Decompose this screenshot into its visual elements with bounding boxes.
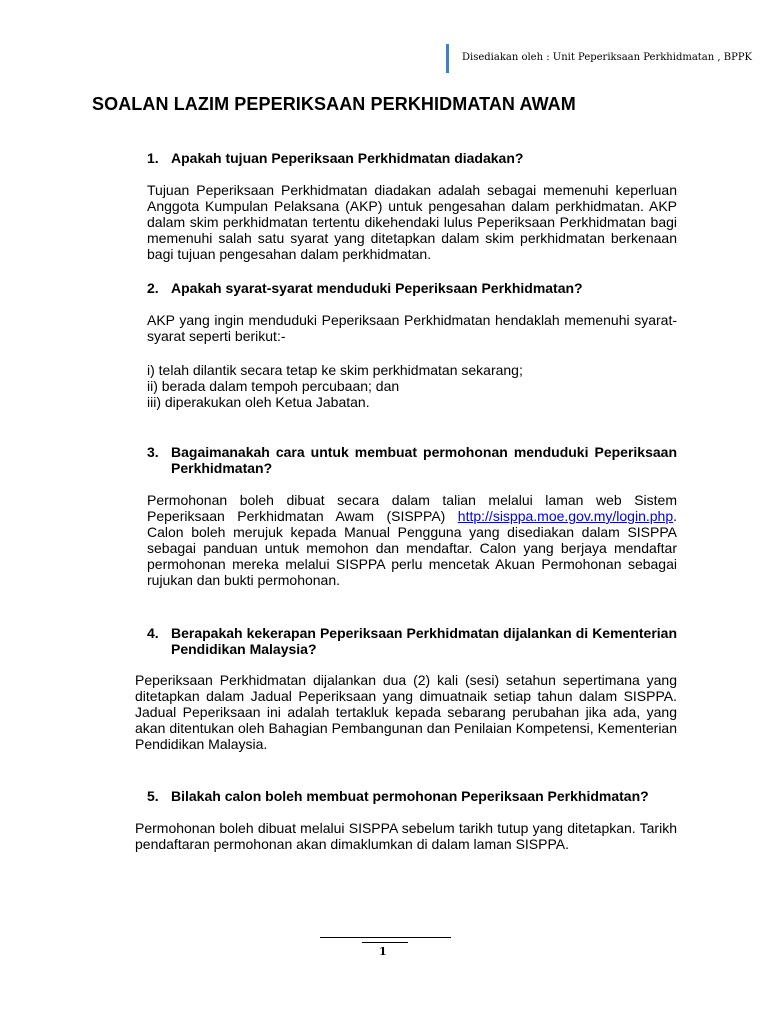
footer-divider-short xyxy=(362,942,408,943)
question-number: 1. xyxy=(147,150,159,166)
question-4 xyxy=(147,625,677,657)
header-prepared-by: Disediakan oleh : Unit Peperiksaan Perkhidmatan , BPPK xyxy=(462,52,753,63)
question-text: Bilakah calon boleh membuat permohonan Peperiksaan Perkhidmatan? xyxy=(171,788,649,804)
answer-2: AKP yang ingin menduduki Peperiksaan Perkhidmatan hendaklah memenuhi syarat-syarat seperti berikut:- xyxy=(147,312,677,344)
question-1 xyxy=(147,150,677,166)
answer-3 xyxy=(147,492,677,588)
sisppa-login-link[interactable]: http://sisppa.moe.gov.my/login.php xyxy=(457,508,674,524)
page-number: 1 xyxy=(379,945,387,958)
question-text: Bagaimanakah cara untuk membuat permohonan menduduki Peperiksaan Perkhidmatan? xyxy=(171,444,677,476)
question-2 xyxy=(147,280,677,296)
question-number: 3. xyxy=(147,444,159,460)
answer-text: Permohonan boleh dibuat secara dalam talian melalui laman web Sistem Peperiksaan Perkhidmatan Awam (SISPPA) xyxy=(147,492,677,524)
page-title: SOALAN LAZIM PEPERIKSAAN PERKHIDMATAN AWAM xyxy=(92,94,576,114)
question-text: Apakah syarat-syarat menduduki Peperiksaan Perkhidmatan? xyxy=(171,280,583,296)
requirements-list xyxy=(147,362,677,410)
question-3 xyxy=(147,444,677,476)
list-item: ii) berada dalam tempoh percubaan; dan xyxy=(147,378,400,394)
answer-5: Permohonan boleh dibuat melalui SISPPA sebelum tarikh tutup yang ditetapkan. Tarikh pendaftaran permohonan akan dimaklumkan di dalam laman SISPPA. xyxy=(135,820,677,852)
answer-1: Tujuan Peperiksaan Perkhidmatan diadakan adalah sebagai memenuhi keperluan Anggota Kumpulan Pelaksana (AKP) untuk pengesahan dalam perkhidmatan. AKP dalam skim perkhidmatan tertentu dikehendaki lulus Peperiksaan Perkhidmatan bagi memenuhi salah satu syarat yang ditetapkan dalam skim perkhidmatan berkenaan bagi tujuan pengesahan dalam perkhidmatan. xyxy=(147,182,677,262)
header-accent-bar xyxy=(446,44,449,73)
answer-4: Peperiksaan Perkhidmatan dijalankan dua (2) kali (sesi) setahun sepertimana yang ditetapkan dalam Jadual Peperiksaan yang dimuatnaik setiap tahun dalam SISPPA. Jadual Peperiksaan ini adalah tertakluk kepada sebarang perubahan jika ada, yang akan ditentukan oleh Bahagian Pembangunan dan Penilaian Kompetensi, Kementerian Pendidikan Malaysia. xyxy=(135,672,677,752)
question-number: 2. xyxy=(147,280,159,296)
question-text: Berapakah kekerapan Peperiksaan Perkhidmatan dijalankan di Kementerian Pendidikan Malaysia? xyxy=(171,625,677,657)
footer-divider xyxy=(320,937,451,938)
list-item: iii) diperakukan oleh Ketua Jabatan. xyxy=(147,394,370,410)
question-number: 5. xyxy=(147,788,159,804)
question-number: 4. xyxy=(147,625,159,641)
question-text: Apakah tujuan Peperiksaan Perkhidmatan diadakan? xyxy=(171,150,524,166)
question-5 xyxy=(147,788,677,804)
list-item: i) telah dilantik secara tetap ke skim perkhidmatan sekarang; xyxy=(147,362,523,378)
answer-text: . Calon boleh merujuk kepada Manual Pengguna yang disediakan dalam SISPPA sebagai panduan untuk memohon dan mendaftar. Calon yang berjaya mendaftar permohonan mereka melalui SISPPA perlu mencetak Akuan Permohonan sebagai rujukan dan bukti permohonan. xyxy=(147,508,677,588)
